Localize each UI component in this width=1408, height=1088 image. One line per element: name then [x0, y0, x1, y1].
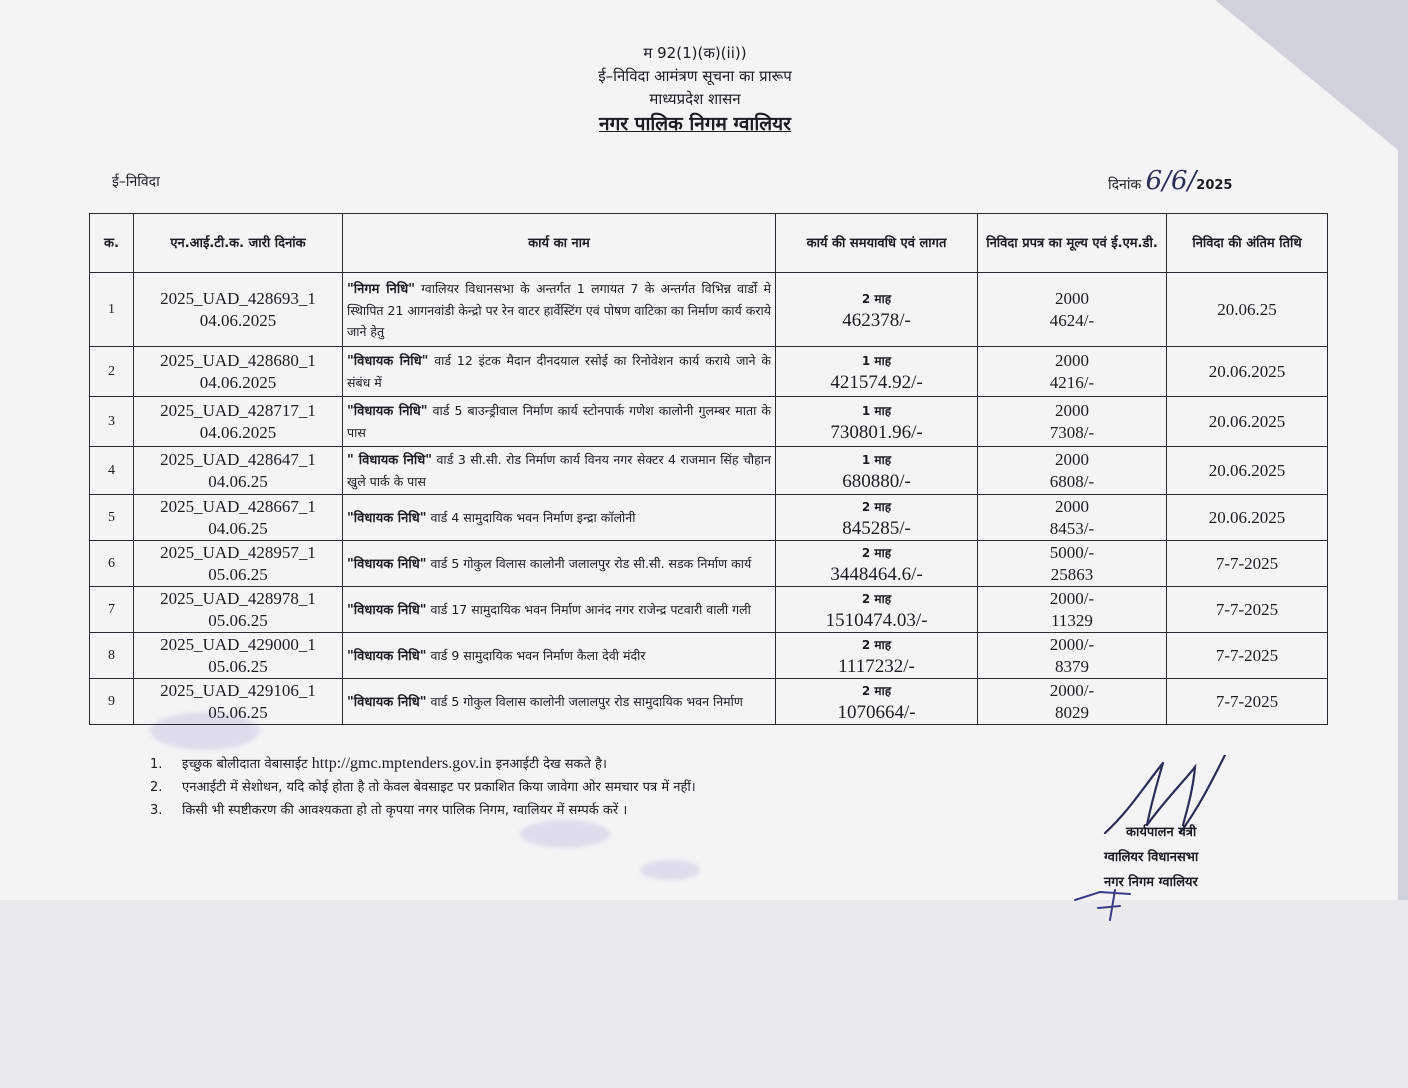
row-nit: 2025_UAD_429000_1 05.06.25: [134, 633, 343, 679]
row-serial: 3: [90, 397, 134, 447]
organization-name: नगर पालिक निगम ग्वालियर: [599, 113, 791, 135]
row-fee-emd: 2000/- 11329: [978, 587, 1167, 633]
row-serial: 9: [90, 679, 134, 725]
row-nit: 2025_UAD_429106_1 05.06.25: [134, 679, 343, 725]
row-fee-emd: 2000/- 8029: [978, 679, 1167, 725]
row-serial: 1: [90, 273, 134, 347]
ink-smudge: [520, 820, 610, 848]
row-serial: 5: [90, 495, 134, 541]
row-last-date: 7-7-2025: [1167, 633, 1328, 679]
col-header-duration-cost: कार्य की समयावधि एवं लागत: [776, 214, 978, 273]
row-serial: 6: [90, 541, 134, 587]
tender-website-link[interactable]: http://gmc.mptenders.gov.in: [311, 755, 492, 772]
notice-title: ई–निविदा आमंत्रण सूचना का प्रारूप: [598, 67, 792, 85]
row-duration-cost: 2 माह 462378/-: [776, 273, 978, 347]
row-last-date: 7-7-2025: [1167, 541, 1328, 587]
row-fee-emd: 2000 4216/-: [978, 347, 1167, 397]
initial-mark: [1070, 878, 1140, 923]
tender-table: [89, 213, 1328, 725]
row-work: " विधायक निधि" वार्ड 3 सी.सी. रोड निर्माण कार्य विनय नगर सेक्टर 4 राजमान सिंह चौहान खुले पार्क के पास: [343, 447, 776, 495]
fund-label: " विधायक निधि": [347, 453, 433, 468]
row-work: "विधायक निधि" वार्ड 9 सामुदायिक भवन निर्माण कैला देवी मंदीर: [343, 633, 776, 679]
table-row: [90, 273, 1328, 347]
table-row: [90, 447, 1328, 495]
col-header-serial: क.: [90, 214, 134, 273]
note-item: 3. किसी भी स्पष्टीकरण की आवश्यकता हो तो कृपया नगर पालिक निगम, ग्वालियर में सम्पर्क करें ।: [150, 803, 628, 818]
row-serial: 2: [90, 347, 134, 397]
row-last-date: 20.06.25: [1167, 273, 1328, 347]
table-row: [90, 495, 1328, 541]
row-nit: 2025_UAD_428667_1 04.06.25: [134, 495, 343, 541]
fund-label: "निगम निधि": [347, 281, 415, 297]
row-fee-emd: 2000 8453/-: [978, 495, 1167, 541]
row-last-date: 20.06.2025: [1167, 495, 1328, 541]
document-date: दिनांक 6/6/2025: [1108, 166, 1233, 196]
fund-label: "विधायक निधि": [347, 354, 429, 369]
e-tender-label: ई–निविदा: [112, 174, 160, 190]
col-header-fee-emd: निविदा प्रपत्र का मूल्य एवं ई.एम.डी.: [978, 214, 1167, 273]
row-duration-cost: 1 माह 730801.96/-: [776, 397, 978, 447]
signatory-organization: नगर निगम ग्वालियर: [1104, 875, 1198, 890]
table-row: [90, 397, 1328, 447]
fund-label: "विधायक निधि": [347, 510, 427, 526]
table-row: [90, 633, 1328, 679]
row-fee-emd: 2000 6808/-: [978, 447, 1167, 495]
ink-smudge: [640, 860, 700, 880]
date-month: 6: [1170, 166, 1188, 196]
form-reference: म 92(1)(क)(ii)): [643, 44, 747, 62]
row-duration-cost: 1 माह 680880/-: [776, 447, 978, 495]
col-header-nit: एन.आई.टी.क. जारी दिनांक: [134, 214, 343, 273]
signatory-constituency: ग्वालियर विधानसभा: [1104, 850, 1199, 865]
row-nit: 2025_UAD_428978_1 05.06.25: [134, 587, 343, 633]
row-work: "विधायक निधि" वार्ड 5 गोकुल विलास कालोनी जलालपुर रोड सी.सी. सडक निर्माण कार्य: [343, 541, 776, 587]
col-header-work: कार्य का नाम: [343, 214, 776, 273]
table-row: [90, 587, 1328, 633]
row-work: "विधायक निधि" वार्ड 5 गोकुल विलास कालोनी जलालपुर रोड सामुदायिक भवन निर्माण: [343, 679, 776, 725]
row-nit: 2025_UAD_428680_1 04.06.2025: [134, 347, 343, 397]
row-duration-cost: 2 माह 3448464.6/-: [776, 541, 978, 587]
row-duration-cost: 2 माह 1070664/-: [776, 679, 978, 725]
fund-label: "विधायक निधि": [347, 556, 427, 572]
row-work: "विधायक निधि" वार्ड 4 सामुदायिक भवन निर्माण इन्द्रा कॉलोनी: [343, 495, 776, 541]
row-fee-emd: 2000 4624/-: [978, 273, 1167, 347]
row-work: "विधायक निधि" वार्ड 17 सामुदायिक भवन निर्माण आनंद नगर राजेन्द्र पटवारी वाली गली: [343, 587, 776, 633]
table-row: [90, 347, 1328, 397]
fund-label: "विधायक निधि": [347, 602, 427, 618]
notes-list: [150, 752, 696, 822]
row-serial: 8: [90, 633, 134, 679]
row-fee-emd: 2000 7308/-: [978, 397, 1167, 447]
fund-label: "विधायक निधि": [347, 648, 427, 664]
date-label: दिनांक: [1108, 177, 1142, 193]
fund-label: "विधायक निधि": [347, 404, 428, 419]
row-last-date: 20.06.2025: [1167, 347, 1328, 397]
row-last-date: 7-7-2025: [1167, 679, 1328, 725]
col-header-last-date: निविदा की अंतिम तिथि: [1167, 214, 1328, 273]
scan-lower-band: [0, 900, 1408, 1088]
row-serial: 4: [90, 447, 134, 495]
table-header-row: [90, 214, 1328, 273]
row-duration-cost: 2 माह 845285/-: [776, 495, 978, 541]
row-fee-emd: 5000/- 25863: [978, 541, 1167, 587]
row-last-date: 7-7-2025: [1167, 587, 1328, 633]
fund-label: "विधायक निधि": [347, 694, 427, 710]
row-nit: 2025_UAD_428693_1 04.06.2025: [134, 273, 343, 347]
row-nit: 2025_UAD_428647_1 04.06.25: [134, 447, 343, 495]
row-nit: 2025_UAD_428717_1 04.06.2025: [134, 397, 343, 447]
row-duration-cost: 1 माह 421574.92/-: [776, 347, 978, 397]
row-serial: 7: [90, 587, 134, 633]
table-row: [90, 541, 1328, 587]
date-day: 6: [1145, 166, 1163, 196]
government-name: माध्यप्रदेश शासन: [649, 90, 741, 108]
row-fee-emd: 2000/- 8379: [978, 633, 1167, 679]
signatory-designation: कार्यपालन यंत्री: [1126, 825, 1197, 840]
table-row: [90, 679, 1328, 725]
row-work: "विधायक निधि" वार्ड 5 बाउन्ड्रीवाल निर्माण कार्य स्टोनपार्क गणेश कालोनी गुलम्बर माता के पास: [343, 397, 776, 447]
date-year: 2025: [1196, 178, 1233, 193]
note-item: 1. इच्छुक बोलीदाता वेबासाईट http://gmc.mptenders.gov.in इनआईटी देख सकते है।: [150, 755, 607, 772]
row-duration-cost: 2 माह 1510474.03/-: [776, 587, 978, 633]
row-work: "निगम निधि" ग्वालियर विधानसभा के अन्तर्गत 1 लगायत 7 के अन्तर्गत विभिन्न वार्डो मे स्थिापित 21 आगनवांडी केन्द्रो पर रेन वाटर हार्वेस्टिंग एवं पोषण वाटिका का निर्माण कार्य कराये जाने हेतु: [343, 273, 776, 347]
row-nit: 2025_UAD_428957_1 05.06.25: [134, 541, 343, 587]
row-last-date: 20.06.2025: [1167, 447, 1328, 495]
row-last-date: 20.06.2025: [1167, 397, 1328, 447]
note-item: 2. एनआईटी में सेशोधन, यदि कोई होता है तो केवल बेवसाइट पर प्रकाशित किया जावेगा ओर समचार पत्र में नहीं।: [150, 780, 696, 795]
row-duration-cost: 2 माह 1117232/-: [776, 633, 978, 679]
row-work: "विधायक निधि" वार्ड 12 इंटक मैदान दीनदयाल रसोई का रिनोवेशन कार्य कराये जाने के संबंध में: [343, 347, 776, 397]
document-header: [0, 42, 1390, 136]
